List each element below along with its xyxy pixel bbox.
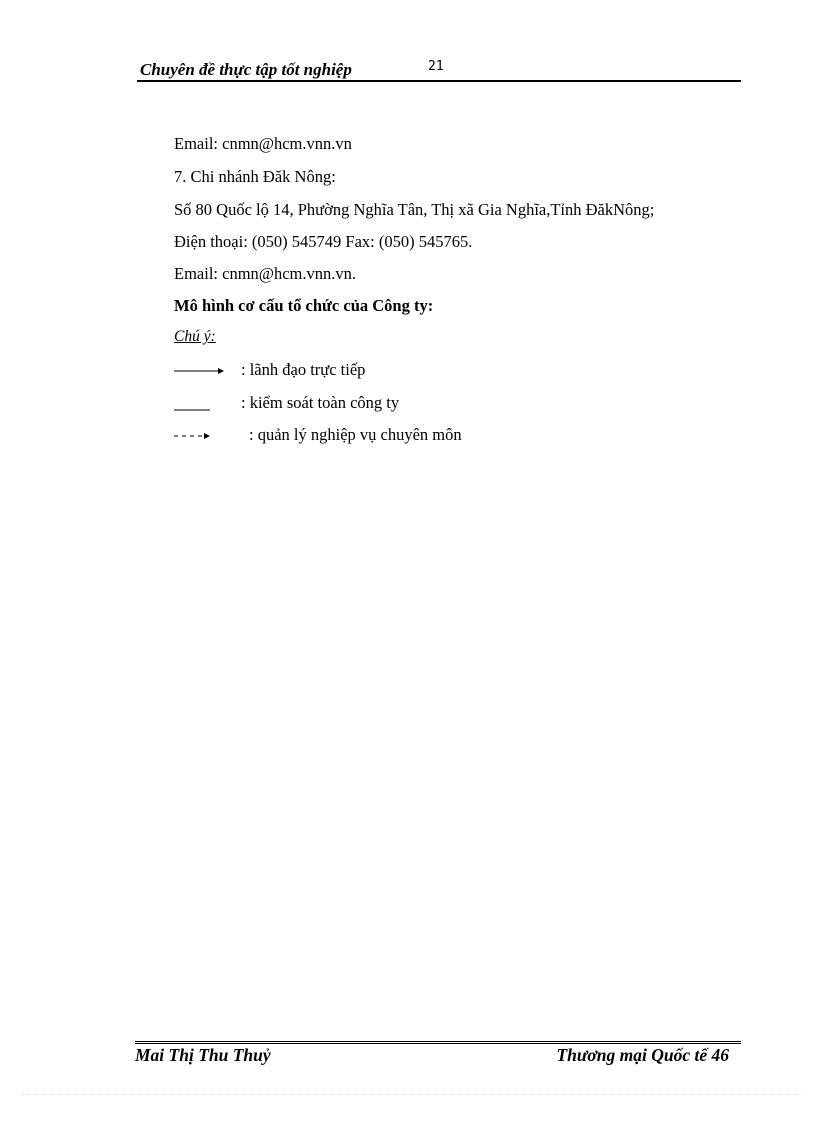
org-structure-heading: Mô hình cơ cấu tổ chức của Công ty:: [174, 296, 434, 315]
class-name: Thương mại Quốc tế 46: [556, 1045, 729, 1065]
page-number: 21: [428, 59, 444, 74]
address-line: Số 80 Quốc lộ 14, Phường Nghĩa Tân, Thị xã Gia Nghĩa,Tỉnh ĐăkNông;: [174, 200, 655, 219]
dashed-arrow-icon: [174, 425, 234, 445]
author-name: Mai Thị Thu Thuỷ: [135, 1045, 271, 1065]
branch-heading: 7. Chi nhánh Đăk Nông:: [174, 167, 336, 186]
footer-rule: [135, 1041, 741, 1042]
header-rule: [137, 80, 741, 82]
solid-line-icon: [174, 393, 234, 413]
page-footer: [135, 1041, 741, 1071]
note-label: Chú ý:: [174, 328, 216, 345]
legend-professional-management: : quản lý nghiệp vụ chuyên môn: [249, 425, 462, 444]
document-title: Chuyên đề thực tập tốt nghiệp: [140, 60, 352, 79]
footer-rule-inner: [135, 1043, 741, 1044]
legend-direct-leadership: : lãnh đạo trực tiếp: [241, 360, 366, 379]
phone-fax-line: Điện thoại: (050) 545749 Fax: (050) 545765.: [174, 232, 473, 251]
solid-arrow-icon: [174, 360, 234, 380]
email-line: Email: cnmn@hcm.vnn.vn: [174, 134, 352, 153]
email-line-2: Email: cnmn@hcm.vnn.vn.: [174, 264, 356, 283]
page-header: [137, 58, 741, 82]
legend-company-control: : kiểm soát toàn công ty: [241, 393, 400, 412]
page-edge: [22, 1094, 802, 1095]
